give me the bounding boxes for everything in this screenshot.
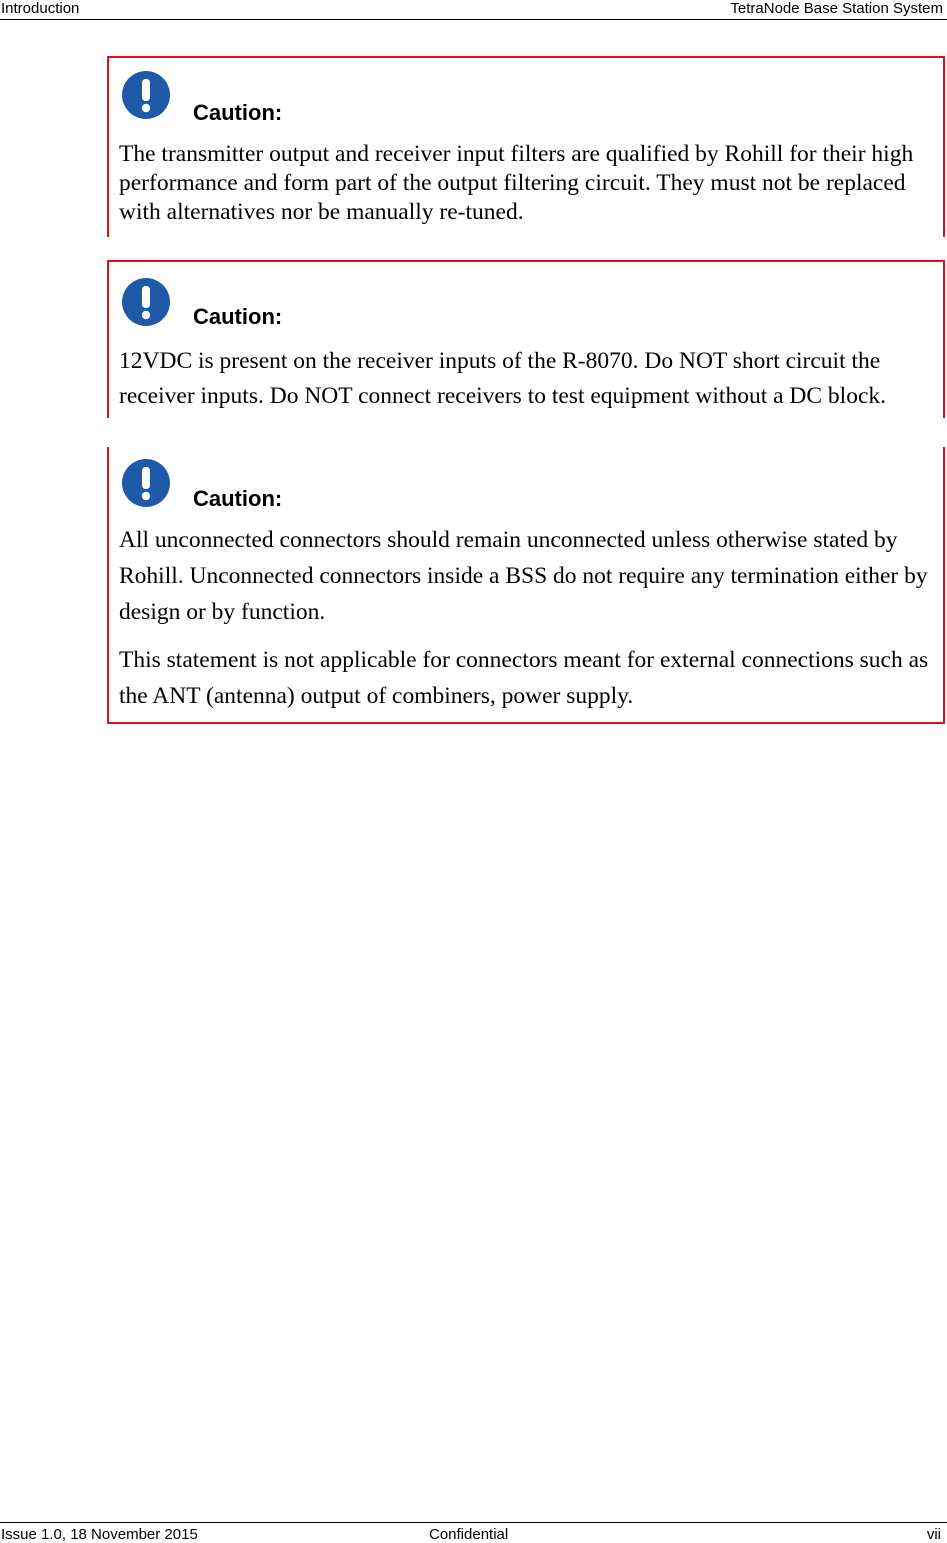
caution-box-receiver-dc [107,260,945,418]
caution-box-unconnected-connectors [107,447,945,724]
footer-issue: Issue 1.0, 18 November 2015 [1,1526,198,1543]
page-footer [0,1522,947,1543]
caution-title: Caution: [193,304,283,329]
footer-page-number: vii [926,1526,941,1543]
caution-text [119,140,935,227]
exclamation-icon [121,277,171,327]
page-header [0,0,947,20]
caution-text [119,522,935,714]
footer-classification: Confidential [429,1526,509,1543]
exclamation-icon [121,70,171,120]
caution-box-filters [107,56,945,237]
caution-text [119,344,935,414]
caution-paragraph: The transmitter output and receiver input filters are qualified by Rohill for their high performance and form part of the output filtering circuit. They must not be replaced with alternatives nor be manually re-tuned. [119,141,914,225]
caution-title: Caution: [193,100,283,125]
caution-title: Caution: [193,486,283,511]
caution-paragraph: All unconnected connectors should remain unconnected unless otherwise stated by Rohill. Unconnected connectors inside a BSS do not require any termination either by design or by function. [119,527,928,625]
caution-paragraph: 12VDC is present on the receiver inputs of the R-8070. Do NOT short circuit the receiver inputs. Do NOT connect receivers to test equipment without a DC block. [119,348,887,409]
exclamation-icon [121,458,171,508]
header-document-title: TetraNode Base Station System [730,0,943,17]
caution-paragraph: This statement is not applicable for connectors meant for external connections such as the ANT (antenna) output of combiners, power supply. [119,647,929,709]
header-section-title: Introduction [1,0,80,17]
